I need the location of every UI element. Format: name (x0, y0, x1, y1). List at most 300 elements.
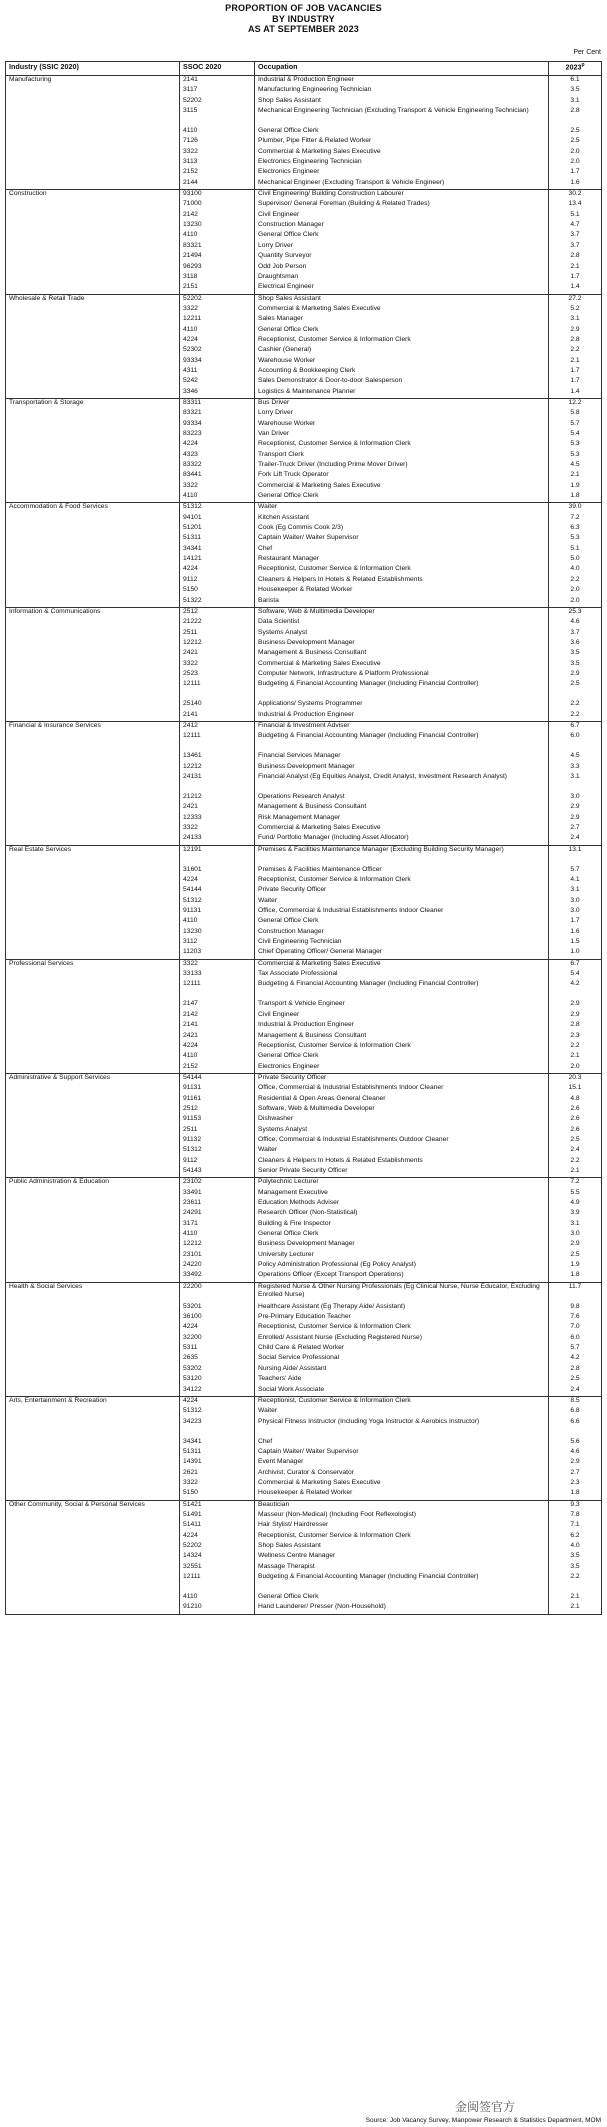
industry-cell: Administrative & Support Services (6, 1073, 180, 1084)
occupation-cell: Commercial & Marketing Sales Executive (255, 1479, 549, 1489)
industry-cell: Arts, Entertainment & Recreation (6, 1396, 180, 1407)
industry-cell (6, 221, 180, 231)
table-row (6, 1240, 602, 1250)
value-cell: 1.7 (549, 377, 602, 387)
ssoc-cell: 4224 (180, 1042, 255, 1052)
occupation-cell: Waiter (255, 897, 549, 907)
occupation-cell: Registered Nurse & Other Nursing Professionals (Eg Clinical Nurse, Nurse Educator, Excluding Enrolled Nurse) (255, 1282, 549, 1303)
occupation-cell: Lorry Driver (255, 409, 549, 419)
table-row (6, 127, 602, 137)
table-row (6, 148, 602, 158)
ssoc-cell: 9112 (180, 576, 255, 586)
table-row (6, 534, 602, 544)
industry-cell (6, 137, 180, 147)
industry-cell (6, 700, 180, 710)
occupation-cell: Cleaners & Helpers In Hotels & Related Establishments (255, 1157, 549, 1167)
ssoc-cell: 83223 (180, 430, 255, 440)
value-cell: 1.4 (549, 388, 602, 399)
value-cell: 2.1 (549, 1603, 602, 1614)
table-row (6, 928, 602, 938)
table-row (6, 1063, 602, 1074)
ssoc-cell: 12111 (180, 680, 255, 700)
value-cell: 2.5 (549, 680, 602, 700)
ssoc-cell: 4224 (180, 440, 255, 450)
ssoc-cell: 14324 (180, 1552, 255, 1562)
table-row (6, 1489, 602, 1500)
occupation-cell: Electrical Engineer (255, 283, 549, 294)
ssoc-cell: 23611 (180, 1199, 255, 1209)
value-cell: 1.8 (549, 492, 602, 503)
ssoc-cell: 93334 (180, 357, 255, 367)
value-cell: 13.4 (549, 200, 602, 210)
occupation-cell: Child Care & Related Worker (255, 1344, 549, 1354)
ssoc-cell: 31601 (180, 866, 255, 876)
ssoc-cell: 51311 (180, 534, 255, 544)
ssoc-cell: 94101 (180, 514, 255, 524)
ssoc-cell: 34341 (180, 1438, 255, 1448)
industry-cell (6, 1157, 180, 1167)
industry-cell (6, 1063, 180, 1074)
industry-group (6, 190, 602, 294)
industry-cell (6, 907, 180, 917)
value-cell: 1.7 (549, 917, 602, 927)
table-row (6, 597, 602, 608)
ssoc-cell: 25140 (180, 700, 255, 710)
industry-cell (6, 252, 180, 262)
occupation-cell: Social Service Professional (255, 1354, 549, 1364)
ssoc-cell: 4224 (180, 565, 255, 575)
value-cell: 1.6 (549, 928, 602, 938)
industry-cell (6, 1354, 180, 1364)
value-cell: 3.3 (549, 763, 602, 773)
table-row (6, 1396, 602, 1407)
occupation-cell: Shop Sales Assistant (255, 97, 549, 107)
industry-cell: Health & Social Services (6, 1282, 180, 1303)
ssoc-cell: 51411 (180, 1521, 255, 1531)
value-cell: 2.6 (549, 1105, 602, 1115)
occupation-cell: Office, Commercial & Industrial Establishments Indoor Cleaner (255, 907, 549, 917)
value-cell: 3.6 (549, 639, 602, 649)
industry-group (6, 398, 602, 502)
industry-cell (6, 1230, 180, 1240)
value-cell: 5.0 (549, 555, 602, 565)
industry-group (6, 294, 602, 398)
table-row (6, 649, 602, 659)
industry-cell (6, 1603, 180, 1614)
table-row (6, 263, 602, 273)
occupation-cell: Waiter (255, 1146, 549, 1156)
value-cell: 7.6 (549, 1313, 602, 1323)
table-row (6, 1271, 602, 1282)
industry-cell (6, 1167, 180, 1178)
ssoc-cell: 91131 (180, 1084, 255, 1094)
occupation-cell: Computer Network, Infrastructure & Platform Professional (255, 670, 549, 680)
table-row (6, 1115, 602, 1125)
vacancy-table (5, 61, 602, 1615)
ssoc-cell: 93100 (180, 190, 255, 201)
value-cell: 2.8 (549, 1365, 602, 1375)
table-row (6, 1303, 602, 1313)
table-row (6, 283, 602, 294)
table-row (6, 586, 602, 596)
industry-cell (6, 917, 180, 927)
value-cell: 2.0 (549, 586, 602, 596)
table-row (6, 1511, 602, 1521)
occupation-cell: Tax Associate Professional (255, 970, 549, 980)
ssoc-cell: 2152 (180, 1063, 255, 1074)
ssoc-cell: 32200 (180, 1334, 255, 1344)
value-cell: 2.9 (549, 803, 602, 813)
industry-cell (6, 897, 180, 907)
value-cell: 6.7 (549, 721, 602, 732)
table-row (6, 1521, 602, 1531)
industry-cell (6, 440, 180, 450)
ssoc-cell: 12111 (180, 980, 255, 1000)
table-row (6, 1000, 602, 1010)
occupation-cell: Archivist, Curator & Conservator (255, 1469, 549, 1479)
occupation-cell: Commercial & Marketing Sales Executive (255, 660, 549, 670)
value-cell: 2.7 (549, 1469, 602, 1479)
industry-cell (6, 377, 180, 387)
value-cell: 2.4 (549, 1146, 602, 1156)
value-cell: 7.1 (549, 1521, 602, 1531)
table-row (6, 1209, 602, 1219)
ssoc-cell: 3322 (180, 482, 255, 492)
occupation-cell: Financial Services Manager (255, 752, 549, 762)
ssoc-cell: 51201 (180, 524, 255, 534)
table-row (6, 252, 602, 262)
value-cell: 3.1 (549, 315, 602, 325)
industry-cell (6, 1521, 180, 1531)
table-row (6, 1344, 602, 1354)
occupation-cell: Quantity Surveyor (255, 252, 549, 262)
ssoc-cell: 22200 (180, 1282, 255, 1303)
value-cell: 5.3 (549, 440, 602, 450)
value-cell: 2.8 (549, 1021, 602, 1031)
value-cell: 6.1 (549, 76, 602, 87)
ssoc-cell: 52202 (180, 1542, 255, 1552)
ssoc-cell: 54144 (180, 886, 255, 896)
table-row (6, 1230, 602, 1240)
ssoc-cell: 4110 (180, 1052, 255, 1062)
occupation-cell: Civil Engineer (255, 211, 549, 221)
ssoc-cell: 4110 (180, 492, 255, 503)
table-row (6, 1189, 602, 1199)
industry-cell (6, 1542, 180, 1552)
occupation-cell: Receptionist, Customer Service & Information Clerk (255, 1042, 549, 1052)
ssoc-cell: 3322 (180, 305, 255, 315)
value-cell: 5.5 (549, 1189, 602, 1199)
ssoc-cell: 7126 (180, 137, 255, 147)
ssoc-cell: 51312 (180, 897, 255, 907)
value-cell: 27.2 (549, 294, 602, 305)
occupation-cell: Risk Management Manager (255, 814, 549, 824)
ssoc-cell: 2151 (180, 283, 255, 294)
industry-cell (6, 242, 180, 252)
table-row (6, 1084, 602, 1094)
ssoc-cell: 33491 (180, 1189, 255, 1199)
table-row (6, 440, 602, 450)
occupation-cell: Receptionist, Customer Service & Information Clerk (255, 565, 549, 575)
value-cell: 2.1 (549, 263, 602, 273)
occupation-cell: General Office Clerk (255, 1052, 549, 1062)
occupation-cell: Captain Waiter/ Waiter Supervisor (255, 534, 549, 544)
industry-cell: Manufacturing (6, 76, 180, 87)
industry-cell (6, 471, 180, 481)
industry-cell: Public Administration & Education (6, 1178, 180, 1189)
value-cell: 4.5 (549, 752, 602, 762)
ssoc-cell: 3322 (180, 148, 255, 158)
ssoc-cell: 14391 (180, 1458, 255, 1468)
industry-cell (6, 1573, 180, 1593)
occupation-cell: Receptionist, Customer Service & Information Clerk (255, 1532, 549, 1542)
table-row (6, 607, 602, 618)
industry-cell (6, 1344, 180, 1354)
occupation-cell: General Office Clerk (255, 326, 549, 336)
value-cell: 3.1 (549, 1220, 602, 1230)
value-cell: 2.9 (549, 814, 602, 824)
occupation-cell: Management Executive (255, 1189, 549, 1199)
industry-cell: Other Community, Social & Personal Services (6, 1500, 180, 1511)
occupation-cell: Healthcare Assistant (Eg Therapy Aide/ Assistant) (255, 1303, 549, 1313)
value-cell: 9.8 (549, 1303, 602, 1313)
industry-cell (6, 1011, 180, 1021)
industry-group (6, 1073, 602, 1177)
industry-cell: Wholesale & Retail Trade (6, 294, 180, 305)
ssoc-cell: 91161 (180, 1095, 255, 1105)
ssoc-cell: 13461 (180, 752, 255, 762)
occupation-cell: Lorry Driver (255, 242, 549, 252)
table-row (6, 430, 602, 440)
value-cell: 3.5 (549, 86, 602, 96)
title-line-1: PROPORTION OF JOB VACANCIES (225, 3, 382, 13)
ssoc-cell: 83321 (180, 409, 255, 419)
table-row (6, 1438, 602, 1448)
industry-cell (6, 1271, 180, 1282)
occupation-cell: Wellness Centre Manager (255, 1552, 549, 1562)
ssoc-cell: 91131 (180, 907, 255, 917)
table-row (6, 305, 602, 315)
occupation-cell: Restaurant Manager (255, 555, 549, 565)
table-row (6, 1573, 602, 1593)
ssoc-cell: 12333 (180, 814, 255, 824)
value-cell: 4.7 (549, 221, 602, 231)
value-cell: 9.3 (549, 1500, 602, 1511)
table-row (6, 886, 602, 896)
table-row (6, 803, 602, 813)
table-row (6, 158, 602, 168)
industry-cell (6, 1438, 180, 1448)
industry-cell (6, 732, 180, 752)
industry-cell (6, 107, 180, 127)
industry-cell (6, 928, 180, 938)
industry-cell (6, 336, 180, 346)
ssoc-cell: 2152 (180, 168, 255, 178)
value-cell: 5.7 (549, 420, 602, 430)
table-row (6, 315, 602, 325)
value-cell: 4.0 (549, 1542, 602, 1552)
value-cell: 4.5 (549, 461, 602, 471)
value-cell: 4.6 (549, 1448, 602, 1458)
ssoc-cell: 2142 (180, 1011, 255, 1021)
table-row (6, 514, 602, 524)
occupation-cell: Office, Commercial & Industrial Establishments Indoor Cleaner (255, 1084, 549, 1094)
value-cell: 7.8 (549, 1511, 602, 1521)
ssoc-cell: 54144 (180, 1073, 255, 1084)
occupation-cell: Civil Engineering Technician (255, 938, 549, 948)
occupation-cell: Warehouse Worker (255, 420, 549, 430)
industry-cell (6, 1552, 180, 1562)
table-row (6, 1052, 602, 1062)
occupation-cell: Polytechnic Lecturer (255, 1178, 549, 1189)
value-cell: 3.0 (549, 907, 602, 917)
value-cell: 2.1 (549, 1167, 602, 1178)
table-row (6, 1542, 602, 1552)
value-cell: 2.3 (549, 1032, 602, 1042)
ssoc-cell: 12212 (180, 763, 255, 773)
industry-cell (6, 346, 180, 356)
ssoc-cell: 21222 (180, 618, 255, 628)
ssoc-cell: 2141 (180, 711, 255, 722)
ssoc-cell: 4110 (180, 231, 255, 241)
ssoc-cell: 14121 (180, 555, 255, 565)
ssoc-cell: 36100 (180, 1313, 255, 1323)
table-row (6, 763, 602, 773)
value-cell: 3.7 (549, 629, 602, 639)
value-cell: 3.1 (549, 773, 602, 793)
ssoc-cell: 53201 (180, 1303, 255, 1313)
value-cell: 5.3 (549, 534, 602, 544)
occupation-cell: Nursing Aide/ Assistant (255, 1365, 549, 1375)
industry-cell (6, 938, 180, 948)
value-cell: 11.7 (549, 1282, 602, 1303)
ssoc-cell: 3112 (180, 938, 255, 948)
ssoc-cell: 2141 (180, 76, 255, 87)
occupation-cell: Private Security Officer (255, 886, 549, 896)
industry-cell (6, 1407, 180, 1417)
occupation-cell: Research Officer (Non-Statistical) (255, 1209, 549, 1219)
table-row (6, 576, 602, 586)
occupation-cell: Operations Officer (Except Transport Operations) (255, 1271, 549, 1282)
occupation-cell: Premises & Facilities Maintenance Manager (Excluding Building Security Manager) (255, 845, 549, 866)
occupation-cell: Management & Business Consultant (255, 803, 549, 813)
occupation-cell: Shop Sales Assistant (255, 1542, 549, 1552)
table-row (6, 97, 602, 107)
value-cell: 2.0 (549, 158, 602, 168)
value-cell: 6.0 (549, 1334, 602, 1344)
table-row (6, 1593, 602, 1603)
value-cell: 2.9 (549, 1000, 602, 1010)
page-title (0, 0, 607, 35)
occupation-cell: Budgeting & Financial Accounting Manager (Including Financial Controller) (255, 680, 549, 700)
ssoc-cell: 53202 (180, 1365, 255, 1375)
value-cell: 1.6 (549, 179, 602, 190)
value-cell: 3.7 (549, 231, 602, 241)
ssoc-cell: 33492 (180, 1271, 255, 1282)
industry-cell (6, 326, 180, 336)
table-row (6, 793, 602, 803)
value-cell: 2.0 (549, 597, 602, 608)
occupation-cell: Budgeting & Financial Accounting Manager (Including Financial Controller) (255, 980, 549, 1000)
occupation-cell: Commercial & Marketing Sales Executive (255, 824, 549, 834)
industry-cell (6, 824, 180, 834)
industry-group (6, 1282, 602, 1396)
industry-cell (6, 1251, 180, 1261)
value-cell: 2.2 (549, 346, 602, 356)
table-row (6, 1105, 602, 1115)
industry-cell (6, 451, 180, 461)
industry-cell (6, 803, 180, 813)
industry-cell (6, 482, 180, 492)
ssoc-cell: 2523 (180, 670, 255, 680)
table-row (6, 773, 602, 793)
table-row (6, 168, 602, 178)
table-row (6, 845, 602, 866)
ssoc-cell: 32551 (180, 1563, 255, 1573)
value-cell: 6.2 (549, 1532, 602, 1542)
industry-cell (6, 763, 180, 773)
table-row (6, 137, 602, 147)
ssoc-cell: 23101 (180, 1251, 255, 1261)
value-cell: 1.8 (549, 1489, 602, 1500)
value-cell: 1.0 (549, 948, 602, 959)
title-line-2: BY INDUSTRY (272, 13, 335, 24)
occupation-cell: Commercial & Marketing Sales Executive (255, 148, 549, 158)
industry-cell: Professional Services (6, 959, 180, 970)
industry-group (6, 76, 602, 190)
value-cell: 2.2 (549, 1157, 602, 1167)
industry-cell: Information & Communications (6, 607, 180, 618)
occupation-cell: Social Work Associate (255, 1386, 549, 1397)
industry-cell (6, 1479, 180, 1489)
ssoc-cell: 3171 (180, 1220, 255, 1230)
occupation-cell: Commercial & Marketing Sales Executive (255, 482, 549, 492)
industry-group (6, 959, 602, 1073)
value-cell: 5.2 (549, 305, 602, 315)
occupation-cell: Cashier (General) (255, 346, 549, 356)
occupation-cell: Software, Web & Multimedia Developer (255, 1105, 549, 1115)
ssoc-cell: 53120 (180, 1375, 255, 1385)
table-row (6, 524, 602, 534)
ssoc-cell: 5150 (180, 586, 255, 596)
industry-cell (6, 305, 180, 315)
table-row (6, 752, 602, 762)
title-line-3: AS AT SEPTEMBER 2023 (247, 24, 360, 34)
occupation-cell: General Office Clerk (255, 231, 549, 241)
table-row (6, 367, 602, 377)
value-cell: 6.6 (549, 1418, 602, 1438)
industry-cell (6, 1375, 180, 1385)
table-row (6, 461, 602, 471)
occupation-cell: Industrial & Production Engineer (255, 76, 549, 87)
industry-cell (6, 1458, 180, 1468)
value-cell: 4.2 (549, 980, 602, 1000)
ssoc-cell: 3322 (180, 959, 255, 970)
value-cell: 6.0 (549, 732, 602, 752)
ssoc-cell: 12211 (180, 315, 255, 325)
value-cell: 2.6 (549, 1115, 602, 1125)
industry-cell (6, 597, 180, 608)
occupation-cell: Building & Fire Inspector (255, 1220, 549, 1230)
ssoc-cell: 12191 (180, 845, 255, 866)
occupation-cell: Transport Clerk (255, 451, 549, 461)
table-row (6, 1021, 602, 1031)
industry-cell (6, 1032, 180, 1042)
ssoc-cell: 5150 (180, 1489, 255, 1500)
industry-cell (6, 980, 180, 1000)
table-row (6, 1073, 602, 1084)
table-row (6, 1199, 602, 1209)
